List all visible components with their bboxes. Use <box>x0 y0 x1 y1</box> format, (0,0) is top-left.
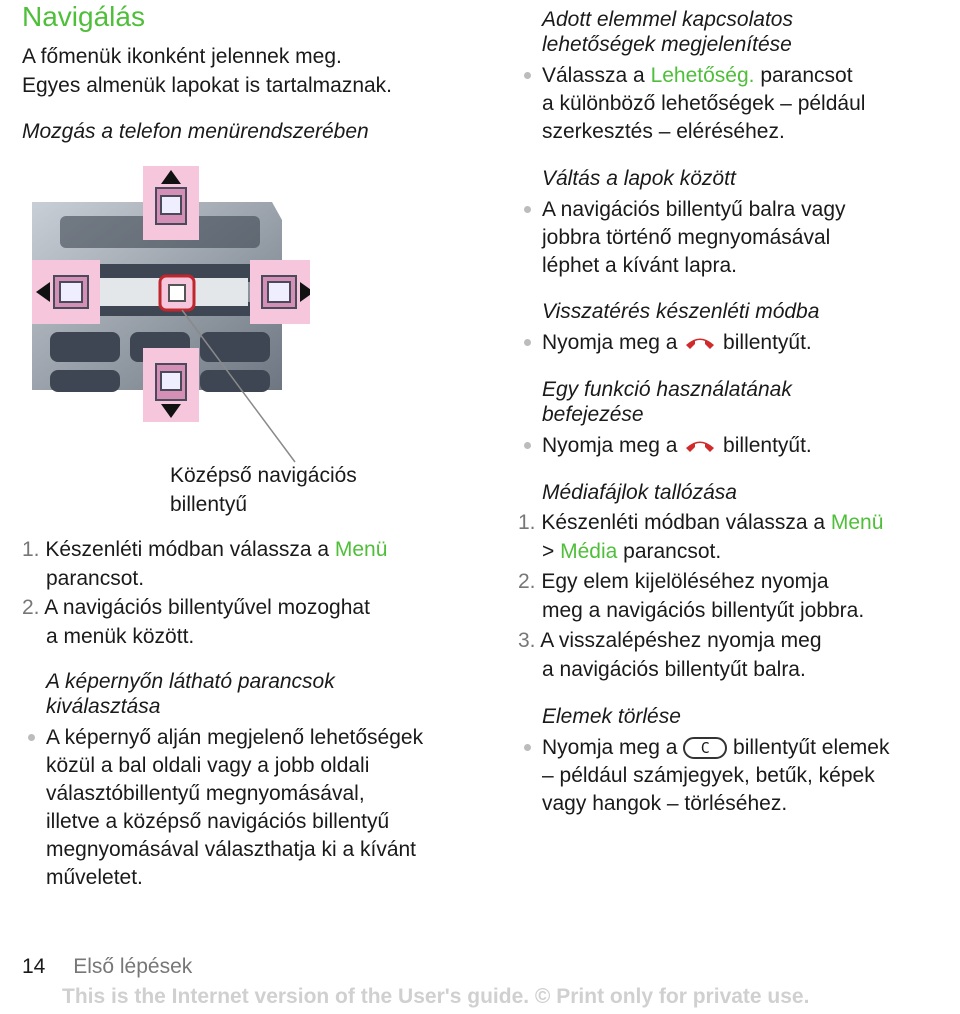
media-step-1-cont <box>542 537 721 566</box>
caption-line-1: Középső navigációs <box>170 464 357 487</box>
step-number: 3. <box>518 629 536 652</box>
tabs-body-2: jobbra történő megnyomásával <box>542 226 831 249</box>
nav-right-icon <box>250 260 310 324</box>
commands-body-5: megnyomásával választhatja ki a kívánt <box>46 838 417 861</box>
nav-left-icon <box>32 260 100 324</box>
standby-heading: Visszatérés készenléti módba <box>542 300 820 323</box>
commands-body-3: választóbillentyű megnyomásával, <box>46 782 365 805</box>
step-1-cont: parancsot. <box>46 567 145 590</box>
page-footer <box>22 955 192 979</box>
menu-link[interactable]: Menü <box>830 511 884 534</box>
options-pre: Válassza a <box>542 64 651 87</box>
commands-body-1 <box>46 723 423 752</box>
delete-body-3: vagy hangok – törléséhez. <box>542 792 788 815</box>
page-title: Navigálás <box>22 1 145 32</box>
commands-body-6: műveletet. <box>46 866 143 889</box>
step-text: Készenléti módban válassza a <box>541 511 831 534</box>
intro-line-2: Egyes almenük lapokat is tartalmaznak. <box>22 74 393 97</box>
nav-up-icon <box>143 166 199 240</box>
tabs-body-3: léphet a kívánt lapra. <box>542 254 737 277</box>
step-text: Egy elem kijelöléséhez nyomja <box>541 570 829 593</box>
navigation-key-illustration <box>10 160 310 465</box>
commands-heading-2: kiválasztása <box>46 695 161 718</box>
bullet-icon <box>524 442 531 449</box>
media-step-2 <box>518 567 829 596</box>
media-step-3-cont: a navigációs billentyűt balra. <box>542 658 806 681</box>
clear-key-icon: C <box>683 737 727 759</box>
commands-body-4: illetve a középső navigációs billentyű <box>46 810 390 833</box>
commands-heading-1: A képernyőn látható parancsok <box>46 670 335 693</box>
step-number: 1. <box>22 538 40 561</box>
step-text: A visszalépéshez nyomja meg <box>540 629 822 652</box>
bullet-icon <box>524 72 531 79</box>
endfunc-heading-1: Egy funkció használatának <box>542 378 792 401</box>
media-step-1 <box>518 508 883 537</box>
step-1 <box>22 535 387 564</box>
endfunc-body <box>542 431 812 460</box>
delete-heading: Elemek törlése <box>542 705 681 728</box>
tabs-body-1 <box>542 195 846 224</box>
options-body-2: a különböző lehetőségek – például <box>542 92 866 115</box>
menu-link[interactable]: Menü <box>334 538 388 561</box>
endfunc-post: billentyűt. <box>717 434 812 457</box>
delete-body-1 <box>542 733 889 762</box>
options-body-1 <box>542 61 853 90</box>
section-name: Első lépések <box>73 955 193 978</box>
bullet-icon <box>524 206 531 213</box>
tabs-heading: Váltás a lapok között <box>542 167 736 190</box>
bullet-icon <box>524 339 531 346</box>
step-number: 1. <box>518 511 536 534</box>
end-call-icon <box>683 435 717 455</box>
commands-body-2: közül a bal oldali vagy a jobb oldali <box>46 754 370 777</box>
bullet-text: A navigációs billentyű balra vagy <box>542 198 846 221</box>
delete-post: billentyűt elemek <box>727 736 890 759</box>
step-text: parancsot. <box>617 540 722 563</box>
center-nav-key-icon <box>160 276 194 310</box>
media-heading: Médiafájlok tallózása <box>542 481 737 504</box>
step-2-cont: a menük között. <box>46 625 195 648</box>
step-separator: > <box>542 540 561 563</box>
standby-post: billentyűt. <box>717 331 812 354</box>
media-step-2-cont: meg a navigációs billentyűt jobbra. <box>542 599 865 622</box>
options-post: parancsot <box>754 64 853 87</box>
standby-pre: Nyomja meg a <box>542 331 684 354</box>
standby-body <box>542 328 812 357</box>
step-2 <box>22 593 370 622</box>
step-number: 2. <box>22 596 40 619</box>
delete-body-2: – például számjegyek, betűk, képek <box>542 764 875 787</box>
options-link[interactable]: Lehetőség. <box>650 64 755 87</box>
bullet-icon <box>524 744 531 751</box>
delete-pre: Nyomja meg a <box>542 736 684 759</box>
step-text: Készenléti módban válassza a <box>45 538 335 561</box>
step-text: A navigációs billentyűvel mozoghat <box>44 596 370 619</box>
end-call-icon <box>683 332 717 352</box>
options-heading-1: Adott elemmel kapcsolatos <box>542 8 793 31</box>
endfunc-heading-2: befejezése <box>542 403 644 426</box>
caption-line-2: billentyű <box>170 493 248 516</box>
internet-version-notice: This is the Internet version of the User's guide. © Print only for private use. <box>62 985 810 1008</box>
intro-line-1: A főmenük ikonként jelennek meg. <box>22 45 342 68</box>
endfunc-pre: Nyomja meg a <box>542 434 684 457</box>
moving-heading: Mozgás a telefon menürendszerében <box>22 120 369 143</box>
page-number: 14 <box>22 955 46 978</box>
nav-down-icon <box>143 348 199 422</box>
bullet-text: A képernyő alján megjelenő lehetőségek <box>46 726 424 749</box>
media-link[interactable]: Média <box>560 540 618 563</box>
step-number: 2. <box>518 570 536 593</box>
options-body-3: szerkesztés – eléréséhez. <box>542 120 785 143</box>
options-heading-2: lehetőségek megjelenítése <box>542 33 792 56</box>
media-step-3 <box>518 626 822 655</box>
bullet-icon <box>28 734 35 741</box>
